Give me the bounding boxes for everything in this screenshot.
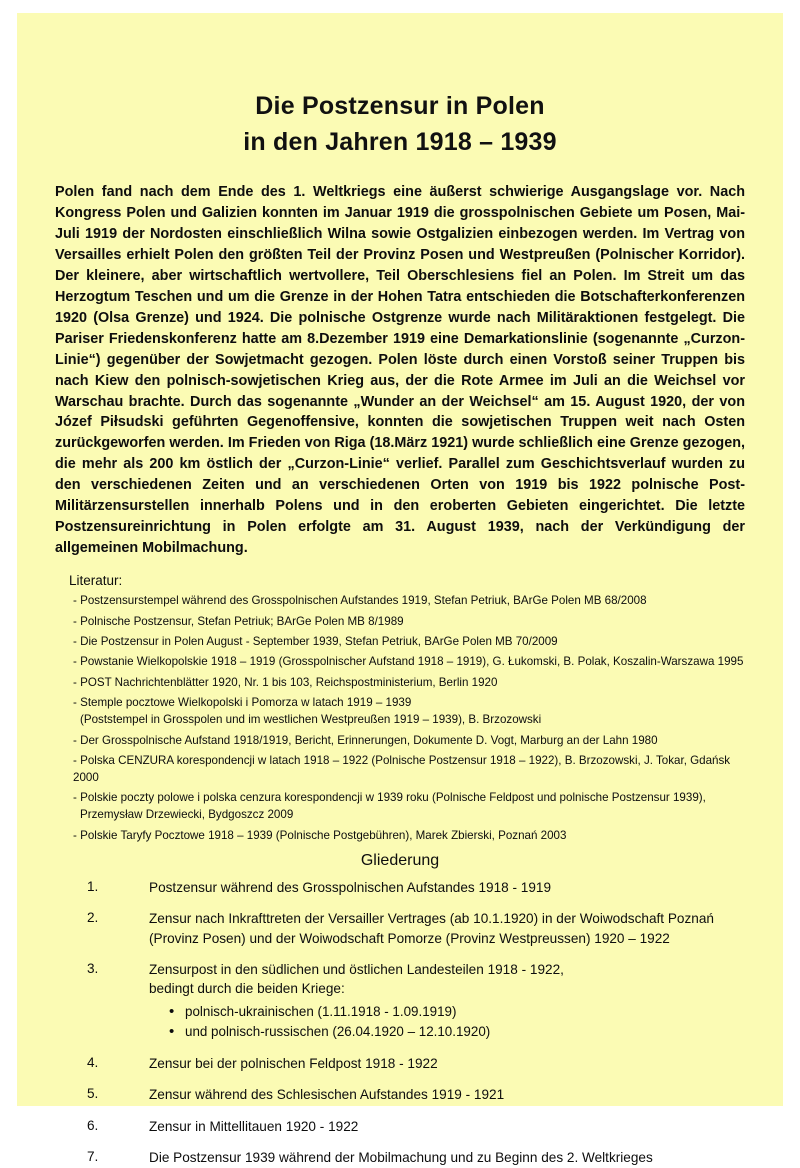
literature-item xyxy=(69,695,745,729)
outline-heading: Gliederung xyxy=(360,851,440,869)
literature-item xyxy=(69,654,745,671)
outline-entry-number: 4. xyxy=(87,1055,99,1071)
outline-entry-text xyxy=(149,878,739,897)
literature-item xyxy=(69,790,745,824)
outline-entry-line1: Zensur bei der polnischen Feldpost 1918 - 1922 xyxy=(149,1056,438,1072)
literature-item-line1: - POST Nachrichtenblätter 1920, Nr. 1 bis 103, Reichspostministerium, Berlin 1920 xyxy=(73,675,498,689)
literature-item xyxy=(69,753,745,787)
outline-entry-line1: Zensur in Mittellitauen 1920 - 1922 xyxy=(149,1118,359,1134)
outline-entry-text xyxy=(149,1085,739,1104)
literature-item xyxy=(69,634,745,651)
literature-item-line1: - Postzensurstempel während des Grosspolnischen Aufstandes 1919, Stefan Petriuk, BArGe Polen MB 68/2008 xyxy=(73,594,647,608)
literature-item xyxy=(69,733,745,750)
outline-entry-number: 5. xyxy=(87,1086,99,1102)
outline-bullet: • polnisch-ukrainischen (1.11.1918 - 1.09.1919) xyxy=(185,1002,739,1022)
outline-entry-text xyxy=(149,1117,739,1136)
literature-section xyxy=(69,573,745,844)
outline-entry xyxy=(87,1148,739,1167)
literature-item-line1: - Polnische Postzensur, Stefan Petriuk; BArGe Polen MB 8/1989 xyxy=(73,614,404,628)
outline-entry-line2: bedingt durch die beiden Kriege: xyxy=(149,981,345,997)
literature-item-line1: - Die Postzensur in Polen August - September 1939, Stefan Petriuk, BArGe Polen MB 70/2009 xyxy=(73,635,558,648)
outline-entry-line1: Zensur nach Inkrafttreten der Versailler Vertrages (ab 10.1.1920) in der Woiwodschaft Poznań xyxy=(149,911,714,927)
outline-entry-number: 1. xyxy=(87,878,99,894)
outline-entry-text xyxy=(149,1148,739,1167)
outline-entry-number: 6. xyxy=(87,1117,99,1133)
literature-heading: Literatur: xyxy=(69,573,123,589)
outline-entry-number: 3. xyxy=(87,960,99,976)
literature-item-line1: - Der Grosspolnische Aufstand 1918/1919, Bericht, Erinnerungen, Dokumente D. Vogt, Marburg an der Lahn 1980 xyxy=(73,733,658,747)
outline-entry-line1: Zensurpost in den südlichen und östlichen Landesteilen 1918 - 1922, xyxy=(149,961,564,977)
outline-entry xyxy=(87,878,739,897)
outline-entry-line1: Die Postzensur 1939 während der Mobilmachung und zu Beginn des 2. Weltkrieges xyxy=(149,1150,653,1166)
literature-item xyxy=(69,675,745,692)
title-line-1: Die Postzensur in Polen xyxy=(255,92,545,120)
literature-item-line1: - Polskie Taryfy Pocztowe 1918 – 1939 (Polnische Postgebühren), Marek Zbierski, Poznań 2003 xyxy=(73,828,567,842)
literature-item-line1: - Polska CENZURA korespondencji w latach 1918 – 1922 (Polnische Postzensur 1918 – 1922), B. Brzozowski, J. Tokar, Gdańsk 2000 xyxy=(73,754,731,784)
literature-item-line1: - Stemple pocztowe Wielkopolski i Pomorza w latach 1919 – 1939 xyxy=(73,696,412,710)
outline-entry xyxy=(87,909,739,948)
literature-item xyxy=(69,593,745,610)
outline-entry-number: 2. xyxy=(87,910,99,926)
body-paragraph: Polen fand nach dem Ende des 1. Weltkriegs eine äußerst schwierige Ausgangslage vor. Nach Kongress Polen und Galizien konnten im Januar 1919 die grosspolnischen Gebiete um Posen, Mai-Juli 1919 der Nordosten einschließlich Wilna sowie Ostgalizien einbezogen werden. Im Vertrag von Versailles erhielt Polen den größten Teil der Provinz Posen und Westpreußen (Polnischer Korridor). Der kleinere, aber wirtschaftlich wertvollere, Teil Oberschlesiens fiel an Polen. Im Streit um das Herzogtum Teschen und um die Grenze in der Hohen Tatra entschieden die Botschafterkonferenzen 1920 (Olsa Grenze) und 1924. Die polnische Ostgrenze wurde nach Militäraktionen festgelegt. Die Pariser Friedenskonferenz hatte am 8.Dezember 1919 eine Demarkationslinie (sogenannte „Curzon-Linie“) gegenüber der Sowjetmacht gezogen. Polen löste durch einen Vorstoß seiner Truppen bis nach Kiew den polnisch-sowjetischen Krieg aus, der die Rote Armee im Juli an die Weichsel vor Warschau brachte. Durch das sogenannte „Wunder an der Weichsel“ am 15. August 1920, der von Józef Piłsudski geführten Gegenoffensive, konnten die sowjetischen Truppen weit nach Osten zurückgeworfen werden. Im Frieden von Riga (18.März 1921) wurde schließlich eine Grenze gezogen, die mehr als 200 km östlich der „Curzon-Linie“ verlief. Parallel zum Geschichtsverlauf wurden zu den verschiedenen Zeiten und an verschiedenen Orten von 1919 bis 1922 polnische Post-Militärzensurstellen innerhalb Polens und in den eroberten Gebieten eingerichtet. Die letzte Postzensureinrichtung in Polen erfolgte am 31. August 1939, nach der Verkündigung der allgemeinen Mobilmachung. xyxy=(55,184,745,557)
outline-entry-text xyxy=(149,960,739,1042)
outline-entry-text xyxy=(149,1054,739,1073)
outline-bullet: • und polnisch-russischen (26.04.1920 – 12.10.1920) xyxy=(185,1022,739,1042)
page-title xyxy=(17,89,783,160)
literature-item xyxy=(69,614,745,631)
outline-list xyxy=(87,878,739,1168)
outline-entry-bullets xyxy=(149,1002,739,1042)
outline-entry xyxy=(87,1085,739,1104)
outline-entry xyxy=(87,1054,739,1073)
literature-item-line1: - Polskie poczty polowe i polska cenzura korespondencji w 1939 roku (Polnische Feldpost und polnische Postzensur 1939), xyxy=(73,791,706,805)
literature-item-line2: Przemysław Drzewiecki, Bydgoszcz 2009 xyxy=(80,808,294,822)
outline-entry xyxy=(87,1117,739,1136)
outline-entry-number: 7. xyxy=(87,1149,99,1165)
literature-item-line2: (Poststempel in Grosspolen und im westlichen Westpreußen 1919 – 1939), B. Brzozowski xyxy=(80,713,542,727)
document-sheet xyxy=(17,13,783,1166)
title-line-2: in den Jahren 1918 – 1939 xyxy=(243,127,557,156)
outline-entry-text xyxy=(149,909,739,948)
outline-entry-line2: (Provinz Posen) und der Woiwodschaft Pomorze (Provinz Westpreussen) 1920 – 1922 xyxy=(149,930,670,946)
literature-item xyxy=(69,828,745,845)
outline-entry-line1: Zensur während des Schlesischen Aufstandes 1919 - 1921 xyxy=(149,1087,505,1103)
outline-entry-line1: Postzensur während des Grosspolnischen Aufstandes 1918 - 1919 xyxy=(149,879,552,895)
literature-item-line1: - Powstanie Wielkopolskie 1918 – 1919 (Grosspolnischer Aufstand 1918 – 1919), G. Łukomski, B. Polak, Koszalin-Warszawa 1995 xyxy=(73,655,744,669)
outline-entry xyxy=(87,960,739,1042)
